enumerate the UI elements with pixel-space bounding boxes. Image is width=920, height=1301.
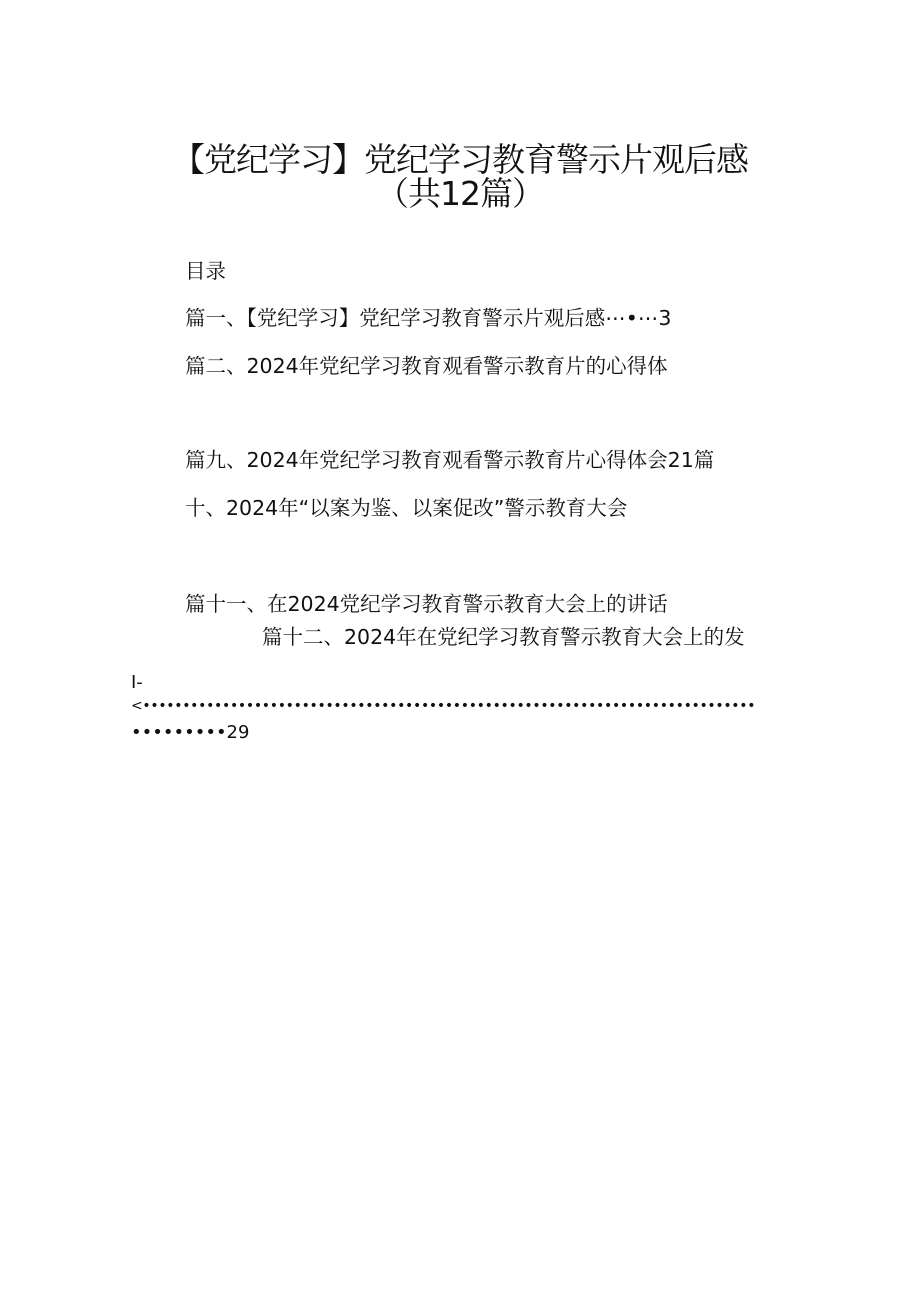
document-title-line-1: 【党纪学习】党纪学习教育警示片观后感 (172, 140, 748, 179)
toc-entry-12: 篇十二、2024年在党纪学习教育警示教育大会上的发 (262, 625, 745, 649)
page-ref-line: •••••••••29 (131, 722, 250, 743)
toc-entry-10: 十、2024年“以案为鉴、以案促改”警示教育大会 (185, 496, 628, 520)
leader-dots-line: <••••••••••••••••••••••••••••••••••••••••••••••••••••••••••••••••••••••••••••• (131, 698, 756, 714)
toc-entry-11: 篇十一、在2024党纪学习教育警示教育大会上的讲话 (185, 592, 668, 616)
toc-entry-2: 篇二、2024年党纪学习教育观看警示教育片的心得体 (185, 354, 668, 378)
toc-entry-1: 篇一、【党纪学习】党纪学习教育警示片观后感⋯•⋯3 (185, 306, 672, 330)
fragment-marker: I- (131, 672, 143, 693)
document-title-line-2: （共12篇） (376, 174, 544, 213)
toc-entry-9: 篇九、2024年党纪学习教育观看警示教育片心得体会21篇 (185, 448, 715, 472)
toc-heading: 目录 (185, 259, 226, 283)
